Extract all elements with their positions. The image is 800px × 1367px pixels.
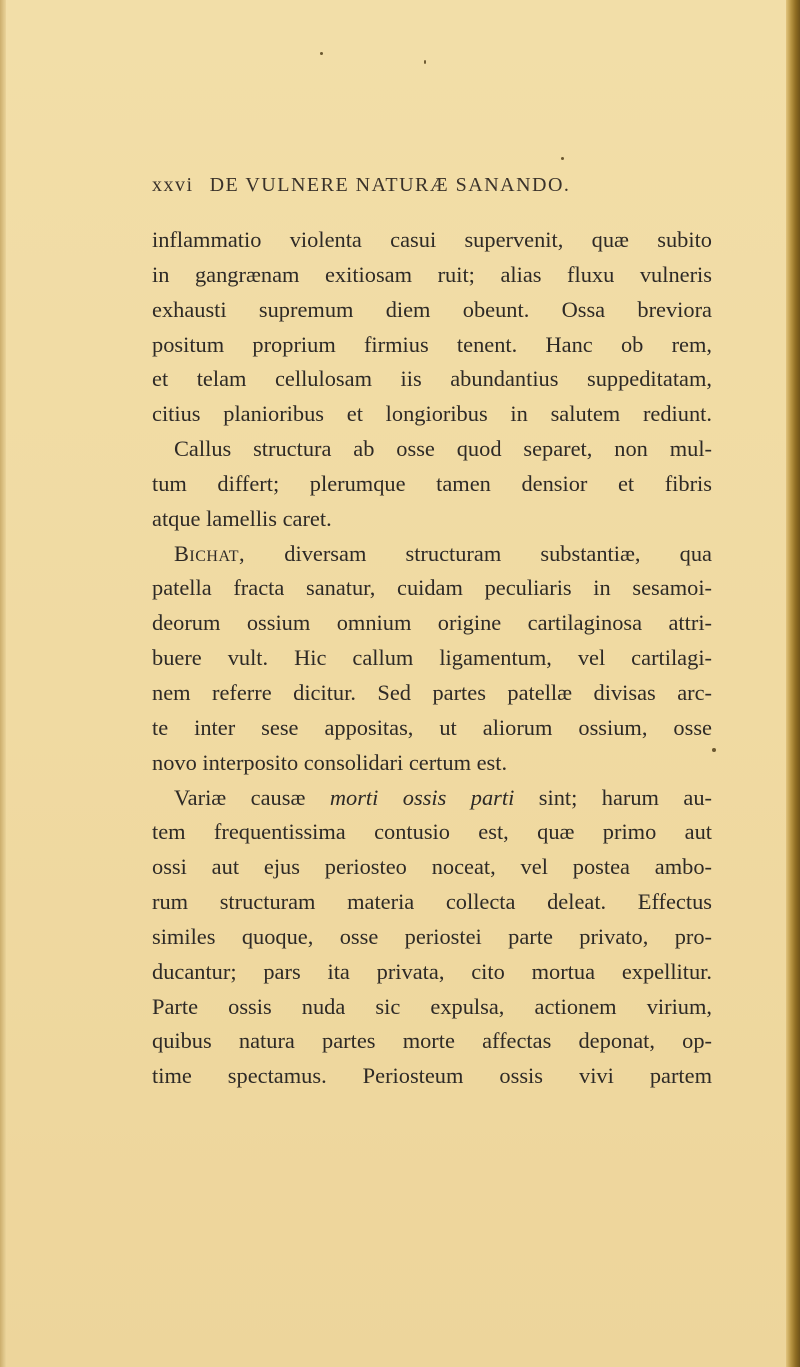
running-header	[152, 174, 570, 197]
text-span: diversam structuram substantiæ, qua	[245, 540, 712, 566]
italic-phrase: morti ossis parti	[329, 784, 515, 810]
text-span: Variæ causæ	[174, 784, 330, 810]
body-text	[152, 223, 712, 1094]
text-line: tum differt; plerumque tamen densior et fibris	[152, 470, 712, 496]
running-title: DE VULNERE NATURÆ SANANDO.	[209, 174, 571, 196]
text-line: ossi aut ejus periosteo noceat, vel postea ambo-	[152, 854, 712, 880]
paper-speck	[320, 52, 323, 55]
text-line: inflammatio violenta casui supervenit, quæ subito	[152, 227, 712, 252]
text-line: Callus structura ab osse quod separet, non mul-	[174, 436, 712, 462]
text-line: te inter sese appositas, ut aliorum ossium, osse	[152, 714, 712, 740]
text-line	[152, 781, 712, 816]
text-line: deorum ossium omnium origine cartilaginosa attri-	[152, 610, 712, 636]
text-line: novo interposito consolidari certum est.	[152, 749, 508, 775]
text-line: quibus natura partes morte affectas deponat, op-	[152, 1028, 712, 1054]
text-line: patella fracta sanatur, cuidam peculiaris in sesamoi-	[152, 575, 712, 601]
text-line: similes quoque, osse periostei parte privato, pro-	[152, 923, 712, 949]
author-name: Bichat,	[174, 540, 246, 566]
text-line: positum proprium firmius tenent. Hanc ob rem,	[152, 331, 712, 357]
text-line: rum structuram materia collecta deleat. Effectus	[152, 889, 712, 915]
text-line: exhausti supremum diem obeunt. Ossa breviora	[152, 296, 712, 322]
text-line: Parte ossis nuda sic expulsa, actionem virium,	[152, 993, 712, 1019]
paper-speck	[561, 157, 564, 160]
text-line: citius planioribus et longioribus in salutem rediunt.	[152, 401, 712, 427]
text-line: ducantur; pars ita privata, cito mortua expellitur.	[152, 958, 712, 984]
page-number: xxvi	[152, 174, 194, 196]
text-span: sint; harum au-	[514, 784, 712, 810]
text-line: atque lamellis caret.	[152, 505, 332, 531]
text-line: buere vult. Hic callum ligamentum, vel cartilagi-	[152, 645, 712, 671]
text-line: tem frequentissima contusio est, quæ primo aut	[152, 819, 712, 845]
text-line: et telam cellulosam iis abundantius suppeditatam,	[152, 366, 712, 392]
paper-speck	[712, 748, 716, 752]
text-line: in gangrænam exitiosam ruit; alias fluxu vulneris	[152, 261, 712, 287]
text-line	[152, 537, 712, 572]
text-line: nem referre dicitur. Sed partes patellæ divisas arc-	[152, 679, 712, 705]
page-edge-shadow	[786, 0, 800, 1367]
text-line: time spectamus. Periosteum ossis vivi partem	[152, 1063, 712, 1089]
paper-speck	[424, 60, 426, 64]
page-gutter-shadow	[0, 0, 6, 1367]
